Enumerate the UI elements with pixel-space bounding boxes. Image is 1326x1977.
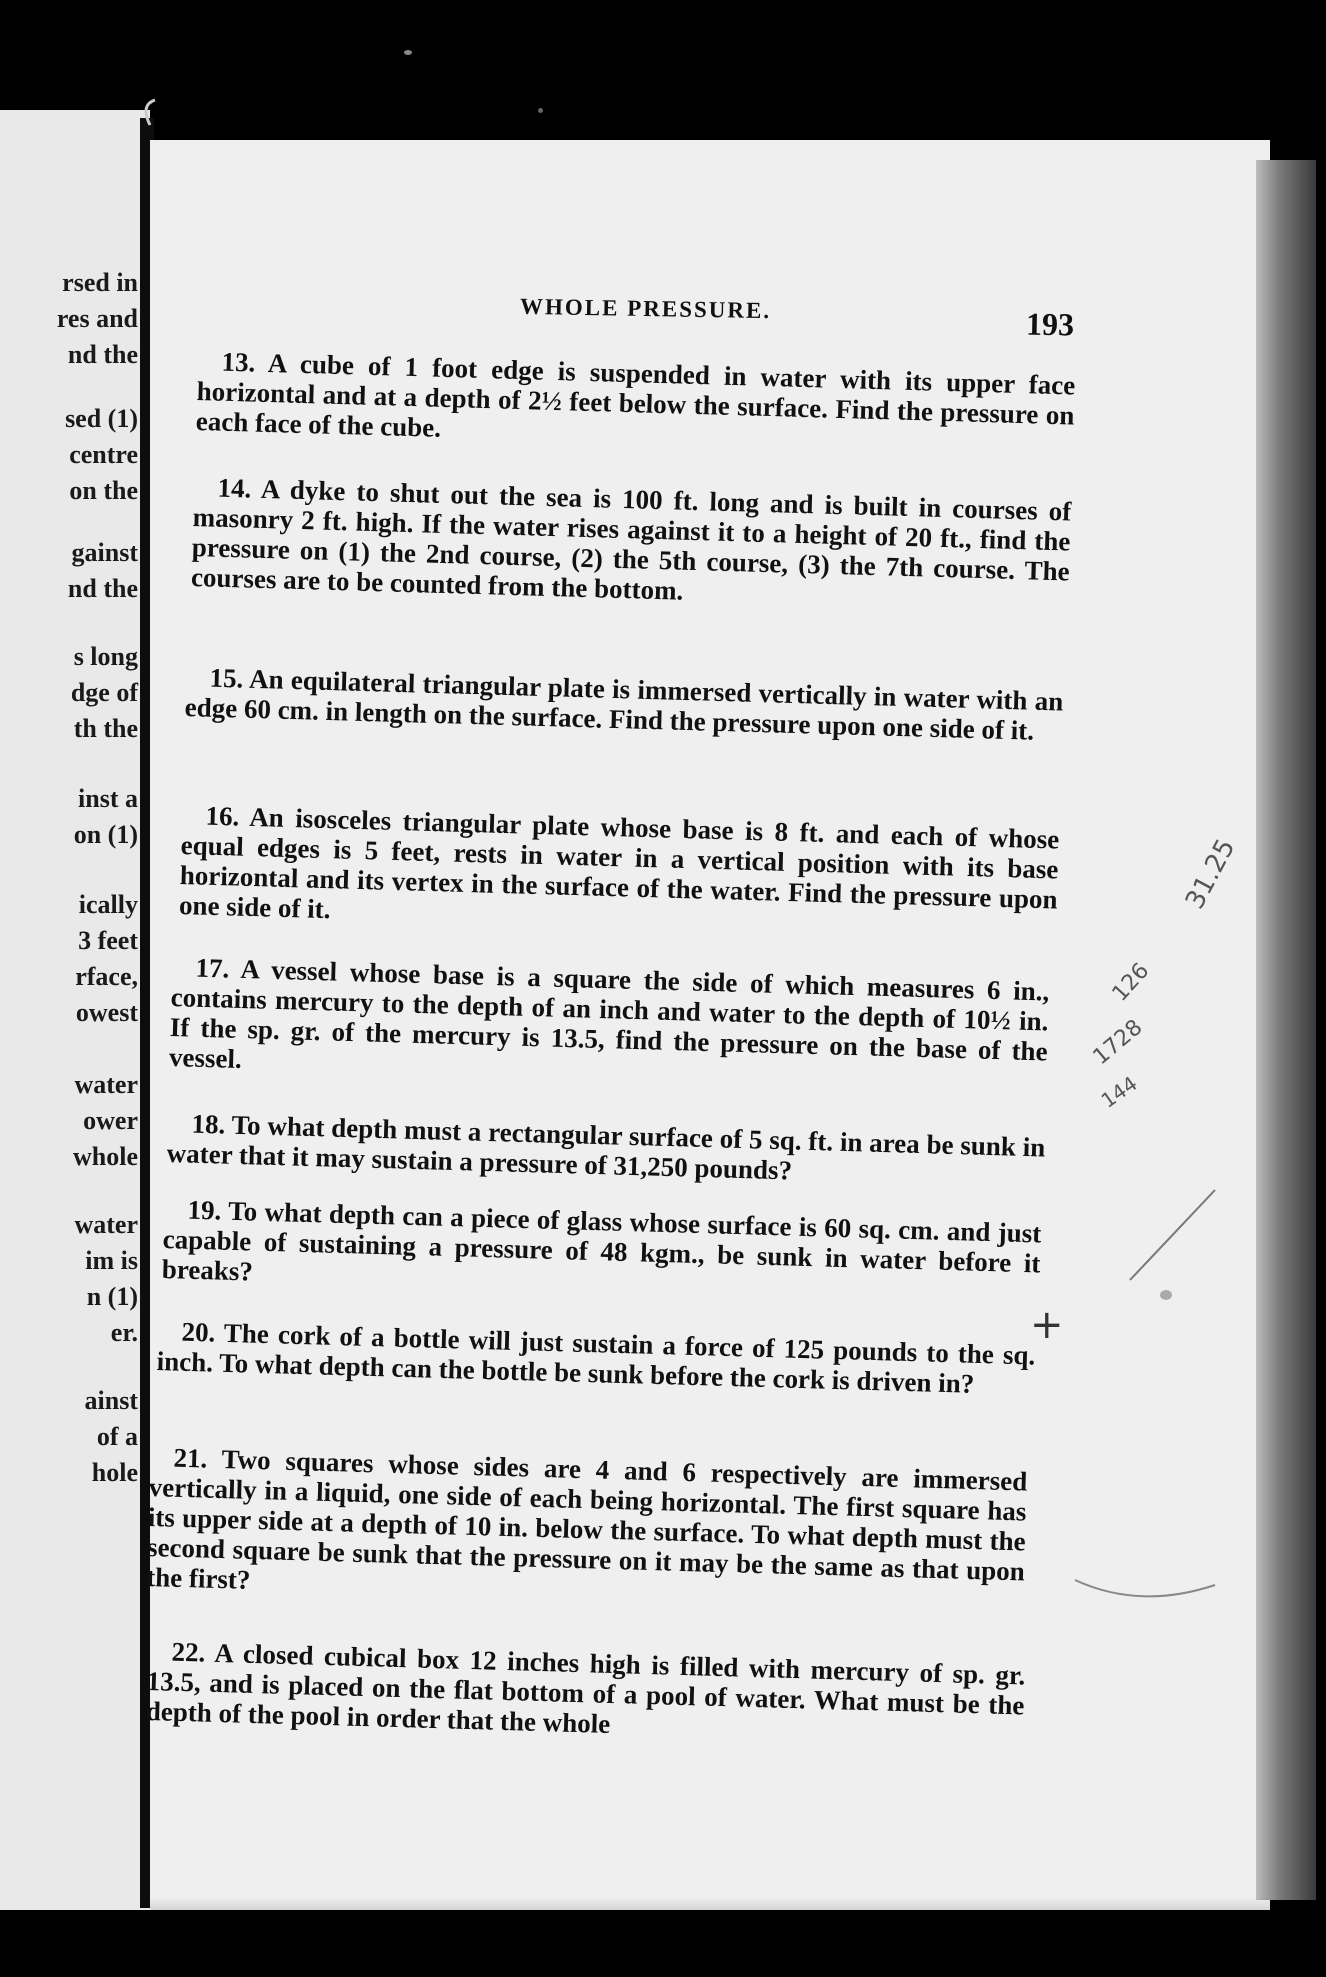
problem-number: 17. xyxy=(195,952,230,984)
problem-16 xyxy=(179,800,1060,944)
left-page-line: er. xyxy=(110,1318,138,1347)
problem-number: 13. xyxy=(221,346,256,378)
problem-text: A vessel whose base is a square the side of which measures 6 in., contains mercury to the depth of an inch and water to the depth of 10½ in. If the sp. gr. of the mercury is 13.5, find the pressure on the base of the vessel. xyxy=(168,953,1050,1074)
scan-speck xyxy=(1160,1290,1172,1300)
problem-text: A cube of 1 foot edge is suspended in water with its upper face horizontal and at a depth of 2½ feet below the surface. Find the pressure on each face of the cube. xyxy=(195,347,1076,443)
left-page-line: on the xyxy=(69,476,138,505)
handwritten-note: + xyxy=(1030,1302,1064,1348)
problem-number: 20. xyxy=(181,1316,216,1348)
problem-21 xyxy=(146,1442,1028,1616)
left-page-line: im is xyxy=(85,1246,138,1275)
left-page-line: ower xyxy=(83,1106,138,1135)
problem-text: To what depth must a rectangular surface of 5 sq. ft. in area be sunk in water that it may sustain a pressure of 31,250 pounds? xyxy=(166,1109,1046,1186)
left-page-line: water xyxy=(74,1070,138,1099)
problem-text: Two squares whose sides are 4 and 6 respectively are immersed vertically in a liquid, one side of each being horizontal. The first square has its upper side at a depth of 10 in. below the surface. To what depth must the second square be sunk that the pressure on it may be the same as that upon the first? xyxy=(145,1444,1028,1595)
left-page-line: s long xyxy=(73,642,138,671)
problem-text: A dyke to shut out the sea is 100 ft. long and is built in courses of masonry 2 ft. high. If the water rises against it to a height of 20 ft., find the pressure on (1) the 2nd course, (2) the 5th course, (3) the 7th course. The courses are to be counted from the bottom. xyxy=(190,473,1072,606)
problem-number: 15. xyxy=(209,662,244,694)
problem-number: 16. xyxy=(205,800,240,832)
left-page-line: whole xyxy=(73,1142,138,1171)
problem-number: 21. xyxy=(173,1442,208,1474)
previous-page-fragment xyxy=(0,110,150,1910)
left-page-line: rsed in xyxy=(62,268,138,297)
problem-number: 22. xyxy=(171,1636,206,1668)
page-edge-shadow xyxy=(1256,160,1316,1900)
scan-speck xyxy=(538,108,543,113)
left-page-line: nd the xyxy=(67,574,138,603)
left-page-line: n (1) xyxy=(86,1282,138,1311)
left-page-line: th the xyxy=(73,714,138,743)
page-bottom-shadow xyxy=(150,1897,1270,1937)
problem-number: 19. xyxy=(187,1194,222,1226)
problem-14 xyxy=(191,472,1072,616)
left-page-line: on (1) xyxy=(73,820,138,849)
problem-text: An equilateral triangular plate is immersed vertically in water with an edge 60 cm. in length on the surface. Find the pressure upon one side of it. xyxy=(184,663,1064,746)
problem-17 xyxy=(169,952,1050,1096)
scan-speck xyxy=(404,50,412,55)
problem-text: An isosceles triangular plate whose base is 8 ft. and each of whose equal edges is 5 feet, rests in water in a vertical position with its base horizontal and its vertex in the surface of the water. Find the pressure upon one side of it. xyxy=(178,801,1060,925)
left-page-line: centre xyxy=(69,440,138,469)
left-page-line: dge of xyxy=(70,678,138,707)
handwritten-note: 144 xyxy=(1096,1071,1142,1113)
running-head: WHOLE PRESSURE. xyxy=(519,293,772,324)
left-page-line: gainst xyxy=(71,538,138,567)
handwritten-note: 1728 xyxy=(1088,1014,1148,1071)
problem-text: The cork of a bottle will just sustain a force of 125 pounds to the sq. inch. To what depth can the bottle be sunk before the cork is driven in? xyxy=(156,1317,1036,1399)
problem-text: A closed cubical box 12 inches high is filled with mercury of sp. gr. 13.5, and is placed on the flat bottom of a pool of water. What must be the depth of the pool in order that the whole xyxy=(145,1637,1026,1739)
left-page-line: hole xyxy=(91,1458,138,1487)
problem-number: 18. xyxy=(191,1108,226,1140)
left-page-line: nd the xyxy=(67,340,138,369)
problem-number: 14. xyxy=(217,472,252,504)
left-page-line: 3 feet xyxy=(78,926,138,955)
left-page-line: inst a xyxy=(78,784,138,813)
left-page-line: owest xyxy=(75,998,138,1027)
left-page-line: of a xyxy=(96,1422,138,1451)
left-page-line: ainst xyxy=(84,1386,138,1415)
left-page-line: sed (1) xyxy=(65,404,138,433)
handwritten-note: 31.25 xyxy=(1180,834,1242,915)
left-page-line: ically xyxy=(78,890,138,919)
handwritten-note: 126 xyxy=(1107,958,1155,1007)
page-number: 193 xyxy=(1025,305,1075,343)
problem-text: To what depth can a piece of glass whose surface is 60 sq. cm. and just capable of sustaining a pressure of 48 kgm., be sunk in water before it breaks? xyxy=(161,1195,1042,1287)
left-page-line: water xyxy=(74,1210,138,1239)
left-page-line: rface, xyxy=(75,962,138,991)
left-page-line: res and xyxy=(56,304,138,333)
